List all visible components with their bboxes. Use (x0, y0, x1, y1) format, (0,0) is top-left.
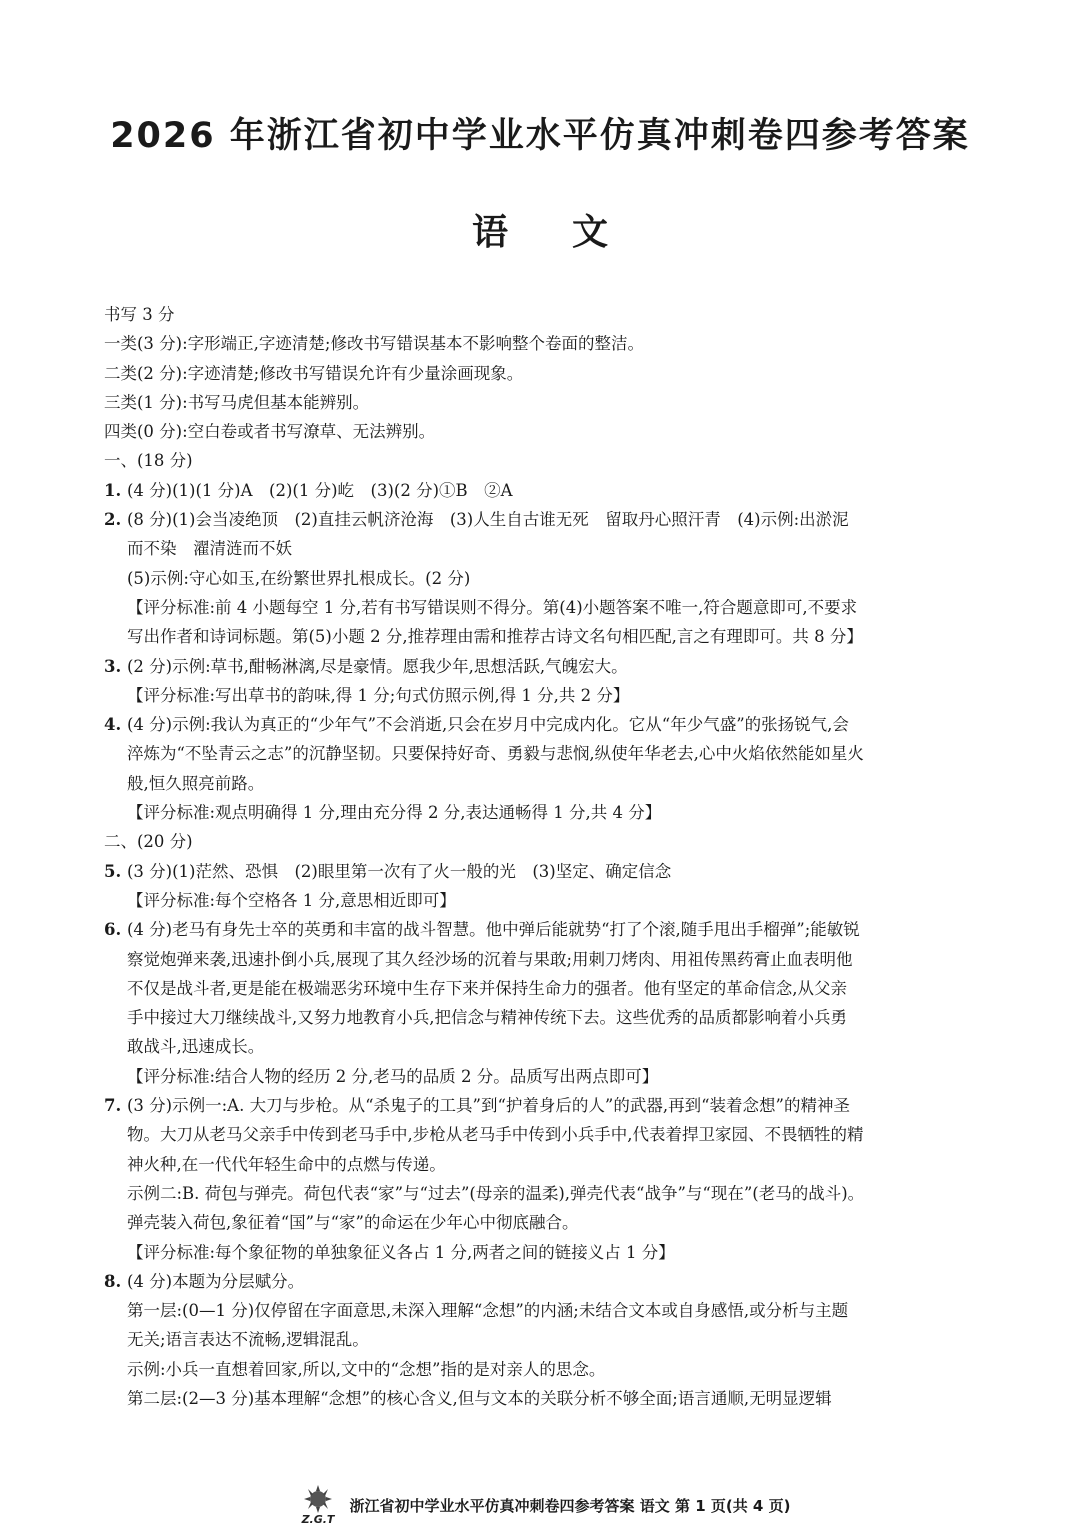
text-line (104, 300, 980, 329)
line-text: (2 分)示例:草书,酣畅淋漓,尽是豪情。愿我少年,思想活跃,气魄宏大。 (127, 656, 628, 676)
text-line (104, 1238, 980, 1267)
text-line (104, 1267, 980, 1296)
line-text: 【评分标准:每个空格各 1 分,意思相近即可】 (127, 890, 456, 910)
line-text: 神火种,在一代代年轻生命中的点燃与传递。 (127, 1154, 446, 1174)
text-line (104, 886, 980, 915)
answer-content (104, 300, 980, 1413)
line-text: 般,恒久照亮前路。 (127, 773, 265, 793)
text-line (104, 1384, 980, 1413)
text-line (104, 622, 980, 651)
line-text: 一类(3 分):字形端正,字迹清楚;修改书写错误基本不影响整个卷面的整洁。 (104, 334, 644, 354)
line-text: 而不染 濯清涟而不妖 (127, 539, 292, 559)
text-line (104, 1179, 980, 1208)
text-line (104, 593, 980, 622)
line-text: 【评分标准:每个象征物的单独象征义各占 1 分,两者之间的链接义占 1 分】 (127, 1242, 675, 1262)
text-line (104, 1355, 980, 1384)
text-line (104, 681, 980, 710)
text-line (104, 505, 980, 534)
text-line (104, 827, 980, 856)
text-line (104, 1003, 980, 1032)
text-line (104, 945, 980, 974)
line-text: (4 分)(1)(1 分)A (2)(1 分)屹 (3)(2 分)①B ②A (127, 480, 513, 500)
line-text: 写出作者和诗词标题。第(5)小题 2 分,推荐理由需和推荐古诗文名句相匹配,言之有理即可。共 8 分】 (127, 627, 863, 647)
question-number: 8. (104, 1271, 122, 1291)
line-text: 二、(20 分) (104, 832, 193, 852)
text-line (104, 1296, 980, 1325)
logo-text: Z.G.T (301, 1513, 334, 1525)
text-line (104, 974, 980, 1003)
text-line (104, 446, 980, 475)
line-text: 书写 3 分 (104, 305, 175, 324)
text-line (104, 329, 980, 358)
line-text: (4 分)本题为分层赋分。 (127, 1271, 305, 1291)
page-footer (0, 1488, 1080, 1525)
line-text: 物。大刀从老马父亲手中传到老马手中,步枪从老马手中传到小兵手中,代表着捍卫家园、不畏牺牲的精 (127, 1125, 864, 1145)
text-line (104, 710, 980, 739)
text-line (104, 915, 980, 944)
line-text: 第二层:(2—3 分)基本理解“念想”的核心含义,但与文本的关联分析不够全面;语言通顺,无明显逻辑 (127, 1388, 832, 1408)
line-text: 三类(1 分):书写马虎但基本能辨别。 (104, 392, 370, 412)
text-line (104, 1150, 980, 1179)
line-text: 四类(0 分):空白卷或者书写潦草、无法辨别。 (104, 422, 436, 442)
question-number: 5. (104, 861, 122, 881)
text-line (104, 1062, 980, 1091)
line-text: 不仅是战斗者,更是能在极端恶劣环境中生存下来并保持生命力的强者。他有坚定的革命信念,从父亲 (127, 978, 847, 998)
text-line (104, 1208, 980, 1237)
line-text: 无关;语言表达不流畅,逻辑混乱。 (127, 1330, 369, 1350)
text-line (104, 476, 980, 505)
line-text: (5)示例:守心如玉,在纷繁世界扎根成长。(2 分) (127, 568, 471, 588)
publisher-logo-icon (290, 1485, 346, 1525)
text-line (104, 769, 980, 798)
line-text: 二类(2 分):字迹清楚;修改书写错误允许有少量涂画现象。 (104, 363, 524, 383)
line-text: 第一层:(0—1 分)仅停留在字面意思,未深入理解“念想”的内涵;未结合文本或自身感悟,或分析与主题 (127, 1301, 849, 1321)
line-text: (8 分)(1)会当凌绝顶 (2)直挂云帆济沧海 (3)人生自古谁无死 留取丹心照汗青 (4)示例:出淤泥 (127, 510, 849, 530)
line-text: (4 分)示例:我认为真正的“少年气”不会消逝,只会在岁月中完成内化。它从“年少气盛”的张扬锐气,会 (127, 715, 849, 735)
page-title: 2026 年浙江省初中学业水平仿真冲刺卷四参考答案 (110, 116, 970, 156)
text-line (104, 1091, 980, 1120)
line-text: 察觉炮弹来袭,迅速扑倒小兵,展现了其久经沙场的沉着与果敢;用刺刀烤肉、用祖传黑药膏止血表明他 (127, 949, 853, 969)
line-text: 手中接过大刀继续战斗,又努力地教育小兵,把信念与精神传统下去。这些优秀的品质都影响着小兵勇 (127, 1008, 847, 1028)
text-line (104, 534, 980, 563)
line-text: 敢战斗,迅速成长。 (127, 1037, 265, 1057)
text-line (104, 857, 980, 886)
text-line (104, 564, 980, 593)
question-number: 7. (104, 1096, 122, 1116)
footer-text: 浙江省初中学业水平仿真冲刺卷四参考答案 语文 第 1 页(共 4 页) (349, 1496, 791, 1515)
line-text: 淬炼为“不坠青云之志”的沉静坚韧。只要保持好奇、勇毅与悲悯,纵使年华老去,心中火焰依然能如星火 (127, 744, 864, 764)
line-text: (4 分)老马有身先士卒的英勇和丰富的战斗智慧。他中弹后能就势“打了个滚,随手甩出手榴弹”;能敏锐 (127, 920, 860, 940)
line-text: 【评分标准:观点明确得 1 分,理由充分得 2 分,表达通畅得 1 分,共 4 分】 (127, 803, 662, 823)
line-text: (3 分)示例一:A. 大刀与步枪。从“杀鬼子的工具”到“护着身后的人”的武器,再到“装着念想”的精神圣 (127, 1096, 850, 1116)
line-text: 示例二:B. 荷包与弹壳。荷包代表“家”与“过去”(母亲的温柔),弹壳代表“战争”与“现在”(老马的战斗)。 (127, 1183, 865, 1203)
text-line (104, 1325, 980, 1354)
line-text: (3 分)(1)茫然、恐惧 (2)眼里第一次有了火一般的光 (3)坚定、确定信念 (127, 861, 672, 881)
subject-heading: 语文 (471, 212, 672, 253)
text-line (104, 798, 980, 827)
text-line (104, 1120, 980, 1149)
line-text: 【评分标准:前 4 小题每空 1 分,若有书写错误则不得分。第(4)小题答案不唯一,符合题意即可,不要求 (127, 597, 858, 617)
question-number: 2. (104, 510, 122, 530)
text-line (104, 417, 980, 446)
question-number: 1. (104, 480, 122, 500)
line-text: 【评分标准:结合人物的经历 2 分,老马的品质 2 分。品质写出两点即可】 (127, 1066, 659, 1086)
line-text: 示例:小兵一直想着回家,所以,文中的“念想”指的是对亲人的思念。 (127, 1359, 606, 1379)
question-number: 3. (104, 656, 122, 676)
text-line (104, 739, 980, 768)
text-line (104, 1032, 980, 1061)
line-text: 一、(18 分) (104, 451, 193, 471)
line-text: 【评分标准:写出草书的韵味,得 1 分;句式仿照示例,得 1 分,共 2 分】 (127, 685, 630, 705)
question-number: 6. (104, 920, 122, 940)
line-text: 弹壳装入荷包,象征着“国”与“家”的命运在少年心中彻底融合。 (127, 1213, 579, 1233)
text-line (104, 359, 980, 388)
question-number: 4. (104, 715, 122, 735)
text-line (104, 652, 980, 681)
text-line (104, 388, 980, 417)
